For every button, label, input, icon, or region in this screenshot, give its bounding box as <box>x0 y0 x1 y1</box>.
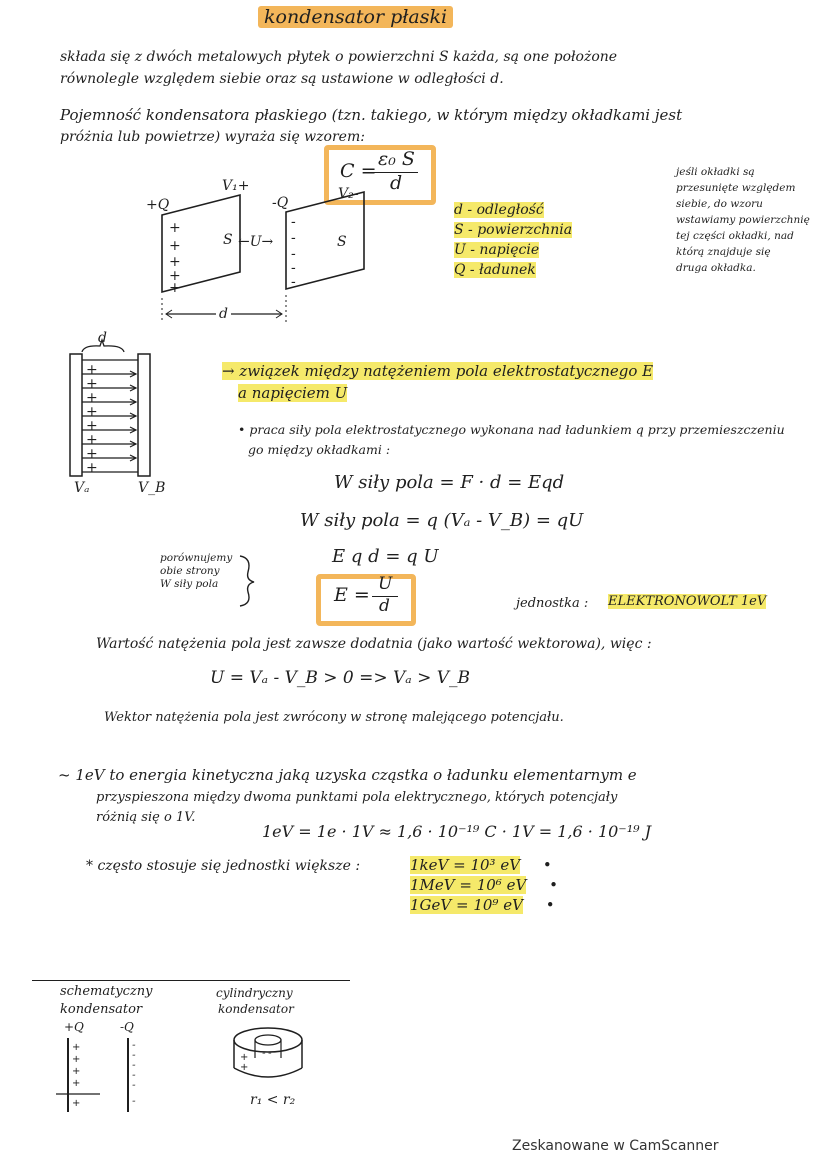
cylindrical-title-2: kondensator <box>218 1002 294 1016</box>
plus-sign: + <box>169 254 181 270</box>
schematic-plus-q: +Q <box>64 1020 84 1034</box>
minus-sign: - <box>291 246 296 262</box>
unit-kev: 1keV = 10³ eV • <box>410 856 552 874</box>
svg-text:+: + <box>72 1042 81 1053</box>
formula-c-lhs: C = <box>340 160 377 182</box>
plate-right-s: S <box>337 234 347 250</box>
ev-line-2: przyspieszona między dwoma punktami pola elektrycznego, których potencjały <box>96 790 618 805</box>
svg-text:+: + <box>72 1078 81 1089</box>
svg-text:+: + <box>72 1066 81 1077</box>
minus-sign: - <box>291 260 296 276</box>
ev-formula: 1eV = 1e · 1V ≈ 1,6 · 10⁻¹⁹ C · 1V = 1,6 · 10⁻¹⁹ J <box>262 822 652 841</box>
field-line-1: Wartość natężenia pola jest zawsze dodatnia (jako wartość wektorowa), więc : <box>96 636 652 652</box>
svg-text:-: - <box>132 1096 136 1107</box>
legend-d: d - odległość <box>454 202 544 218</box>
vb-label: V_B <box>138 480 166 496</box>
work-equation-3: E q d = q U <box>332 546 439 567</box>
work-equation-1: W siły pola = F · d = Eqd <box>334 472 565 493</box>
capacity-line-2: próżnia lub powietrze) wyraża się wzorem: <box>60 129 365 145</box>
legend-q: Q - ładunek <box>454 262 536 278</box>
field-plus: + <box>86 418 98 434</box>
formula-e-lhs: E = <box>334 584 370 606</box>
svg-text:+: + <box>240 1062 249 1073</box>
relation-heading-2: a napięciem U <box>238 384 348 402</box>
svg-text:-: - <box>262 1048 266 1059</box>
potential-inequality: U = Vₐ - V_B > 0 => Vₐ > V_B <box>210 668 471 688</box>
v1-label: V₁+ <box>222 178 250 194</box>
plus-q-label: +Q <box>146 197 170 213</box>
v2-label: V₂- <box>338 186 359 202</box>
svg-text:+: + <box>240 1052 249 1063</box>
field-plus: + <box>86 390 98 406</box>
schematic-minus-q: -Q <box>120 1020 134 1034</box>
vector-direction: Wektor natężenia pola jest zwrócony w stronę malejącego potencjału. <box>104 710 564 725</box>
ev-line-1: ~ 1eV to energia kinetyczna jaką uzyska cząstka o ładunku elementarnym e <box>58 766 637 784</box>
u-arrow: ←U→ <box>238 234 274 250</box>
scanner-watermark: Zeskanowane w CamScanner <box>512 1138 719 1154</box>
side-note: jeśli okładki są przesunięte względem siebie, do wzoru wstawiamy powierzchnię tej części okładki, nad którą znajduje się druga okładka. <box>676 166 810 274</box>
legend-u: U - napięcie <box>454 242 540 258</box>
legend-s: S - powierzchnia <box>454 222 573 238</box>
svg-text:-: - <box>132 1080 136 1091</box>
intro-line-1: składa się z dwóch metalowych płytek o powierzchni S każda, są one położone <box>60 49 618 65</box>
field-plus: + <box>86 376 98 392</box>
va-label: Vₐ <box>74 480 90 496</box>
larger-units-label: * często stosuje się jednostki większe : <box>86 858 361 874</box>
formula-e-denominator: d <box>379 596 390 616</box>
svg-text:+: + <box>72 1054 81 1065</box>
formula-c-denominator: d <box>390 172 403 194</box>
field-plus: + <box>86 404 98 420</box>
ev-line-3: różnią się o 1V. <box>96 810 196 825</box>
plate-left-s: S <box>223 232 233 248</box>
unit-value: ELEKTRONOWOLT 1eV <box>608 594 767 609</box>
unit-label: jednostka : <box>516 596 589 611</box>
field-plus: + <box>86 446 98 462</box>
field-plus: + <box>86 460 98 476</box>
svg-text:+: + <box>72 1098 81 1109</box>
work-line-2: go między okładkami : <box>248 442 391 457</box>
plus-sign: + <box>169 268 181 284</box>
plus-sign: + <box>169 280 181 296</box>
d-label-plates: d <box>216 306 231 322</box>
work-equation-2: W siły pola = q (Vₐ - V_B) = qU <box>300 510 584 531</box>
svg-text:-: - <box>132 1040 136 1051</box>
compare-note: porównujemy obie strony W siły pola <box>160 552 233 590</box>
svg-text:-: - <box>268 1048 272 1059</box>
svg-text:-: - <box>132 1070 136 1081</box>
minus-sign: - <box>291 274 296 290</box>
cylindrical-caption: r₁ < r₂ <box>250 1092 296 1108</box>
work-line-1: • praca siły pola elektrostatycznego wykonana nad ładunkiem q przy przemieszczeniu <box>238 422 785 437</box>
field-plus: + <box>86 362 98 378</box>
field-plus: + <box>86 432 98 448</box>
plus-sign: + <box>169 238 181 254</box>
relation-heading-1: → związek między natężeniem pola elektrostatycznego E <box>222 362 654 380</box>
minus-sign: - <box>291 214 296 230</box>
unit-gev: 1GeV = 10⁹ eV • <box>410 896 555 914</box>
formula-e-numerator: U <box>378 574 393 594</box>
minus-sign: - <box>291 230 296 246</box>
cylindrical-title-1: cylindryczny <box>216 986 293 1000</box>
plus-sign: + <box>169 220 181 236</box>
capacity-line-1: Pojemność kondensatora płaskiego (tzn. takiego, w którym między okładkami jest <box>60 106 683 124</box>
schematic-title-1: schematyczny <box>60 984 153 999</box>
svg-text:-: - <box>132 1050 136 1061</box>
formula-c-numerator: ε₀ S <box>378 148 415 170</box>
d-label-field: d <box>98 330 107 346</box>
page-title: kondensator płaski <box>258 6 453 28</box>
svg-text:-: - <box>132 1060 136 1071</box>
intro-line-2: równolegle względem siebie oraz są ustawione w odległości d. <box>60 71 504 87</box>
minus-q-label: -Q <box>272 195 289 211</box>
schematic-title-2: kondensator <box>60 1002 143 1017</box>
unit-mev: 1MeV = 10⁶ eV • <box>410 876 558 894</box>
